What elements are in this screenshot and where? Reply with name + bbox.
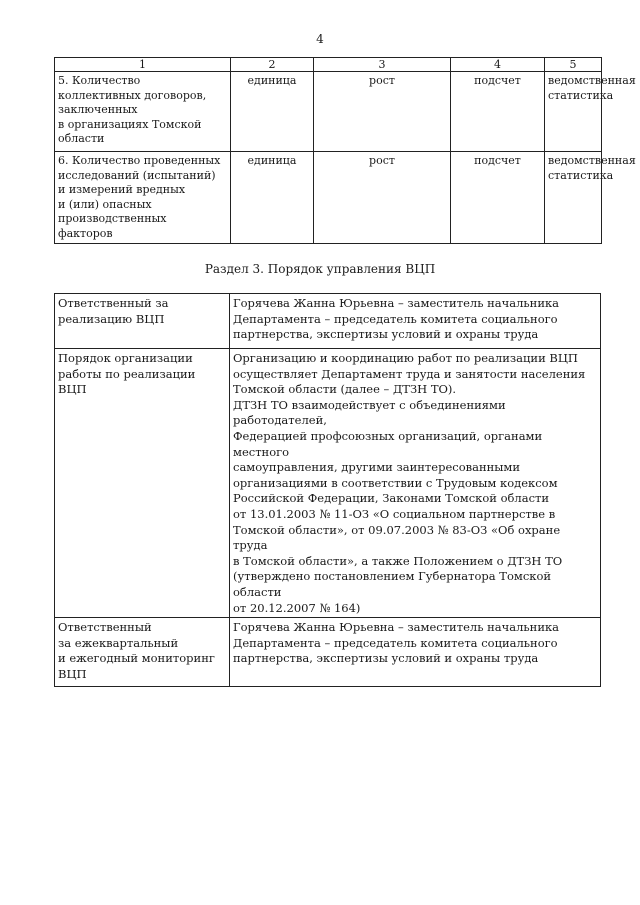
unit-cell: единица bbox=[231, 72, 314, 152]
trend-cell: рост bbox=[314, 72, 451, 152]
source-cell: ведомственная статистика bbox=[545, 72, 602, 152]
page-number: 4 bbox=[316, 32, 324, 46]
indicator-cell: 6. Количество проведенных исследований (испытаний) и измерений вредных и (или) опасных производственных факторов bbox=[55, 152, 231, 244]
table-header-row bbox=[55, 58, 602, 72]
table-row bbox=[55, 152, 602, 244]
method-cell: подсчет bbox=[451, 152, 545, 244]
row-value: Организацию и координацию работ по реализации ВЦП осуществляет Департамент труда и занятости населения Томской области (далее – ДТЗН ТО). ДТЗН ТО взаимодействует с объединениями работодателей, Федерацией профсоюзных организаций, органами местного самоуправления, другими заинтересованными организациями в соответствии с Трудовым кодексом Российской Федерации, Законами Томской области от 13.01.2003 № 11-ОЗ «О социальном партнерстве в Томской области», от 09.07.2003 № 83-ОЗ «Об охране труда в Томской области», а также Положением о ДТЗН ТО (утверждено постановлением Губернатора Томской области от 20.12.2007 № 164) bbox=[230, 349, 601, 618]
table-row bbox=[55, 618, 601, 687]
row-label: Ответственный за ежеквартальный и ежегодный мониторинг ВЦП bbox=[55, 618, 230, 687]
section-title: Раздел 3. Порядок управления ВЦП bbox=[204, 262, 436, 276]
row-label: Ответственный за реализацию ВЦП bbox=[55, 294, 230, 349]
management-table bbox=[54, 293, 601, 687]
row-value: Горячева Жанна Юрьевна – заместитель начальника Департамента – председатель комитета социального партнерства, экспертизы условий и охраны труда bbox=[230, 294, 601, 349]
indicators-table bbox=[54, 57, 636, 244]
column-header: 4 bbox=[451, 58, 545, 72]
row-label: Порядок организации работы по реализации ВЦП bbox=[55, 349, 230, 618]
table-row bbox=[55, 72, 602, 152]
row-value: Горячева Жанна Юрьевна – заместитель начальника Департамента – председатель комитета социального партнерства, экспертизы условий и охраны труда bbox=[230, 618, 601, 687]
table-row bbox=[55, 294, 601, 349]
column-header: 2 bbox=[231, 58, 314, 72]
trend-cell: рост bbox=[314, 152, 451, 244]
method-cell: подсчет bbox=[451, 72, 545, 152]
indicator-cell: 5. Количество коллективных договоров, заключенных в организациях Томской области bbox=[55, 72, 231, 152]
source-cell: ведомственная статистика bbox=[545, 152, 602, 244]
column-header: 5 bbox=[545, 58, 602, 72]
unit-cell: единица bbox=[231, 152, 314, 244]
column-header: 1 bbox=[55, 58, 231, 72]
column-header: 3 bbox=[314, 58, 451, 72]
table-row bbox=[55, 349, 601, 618]
